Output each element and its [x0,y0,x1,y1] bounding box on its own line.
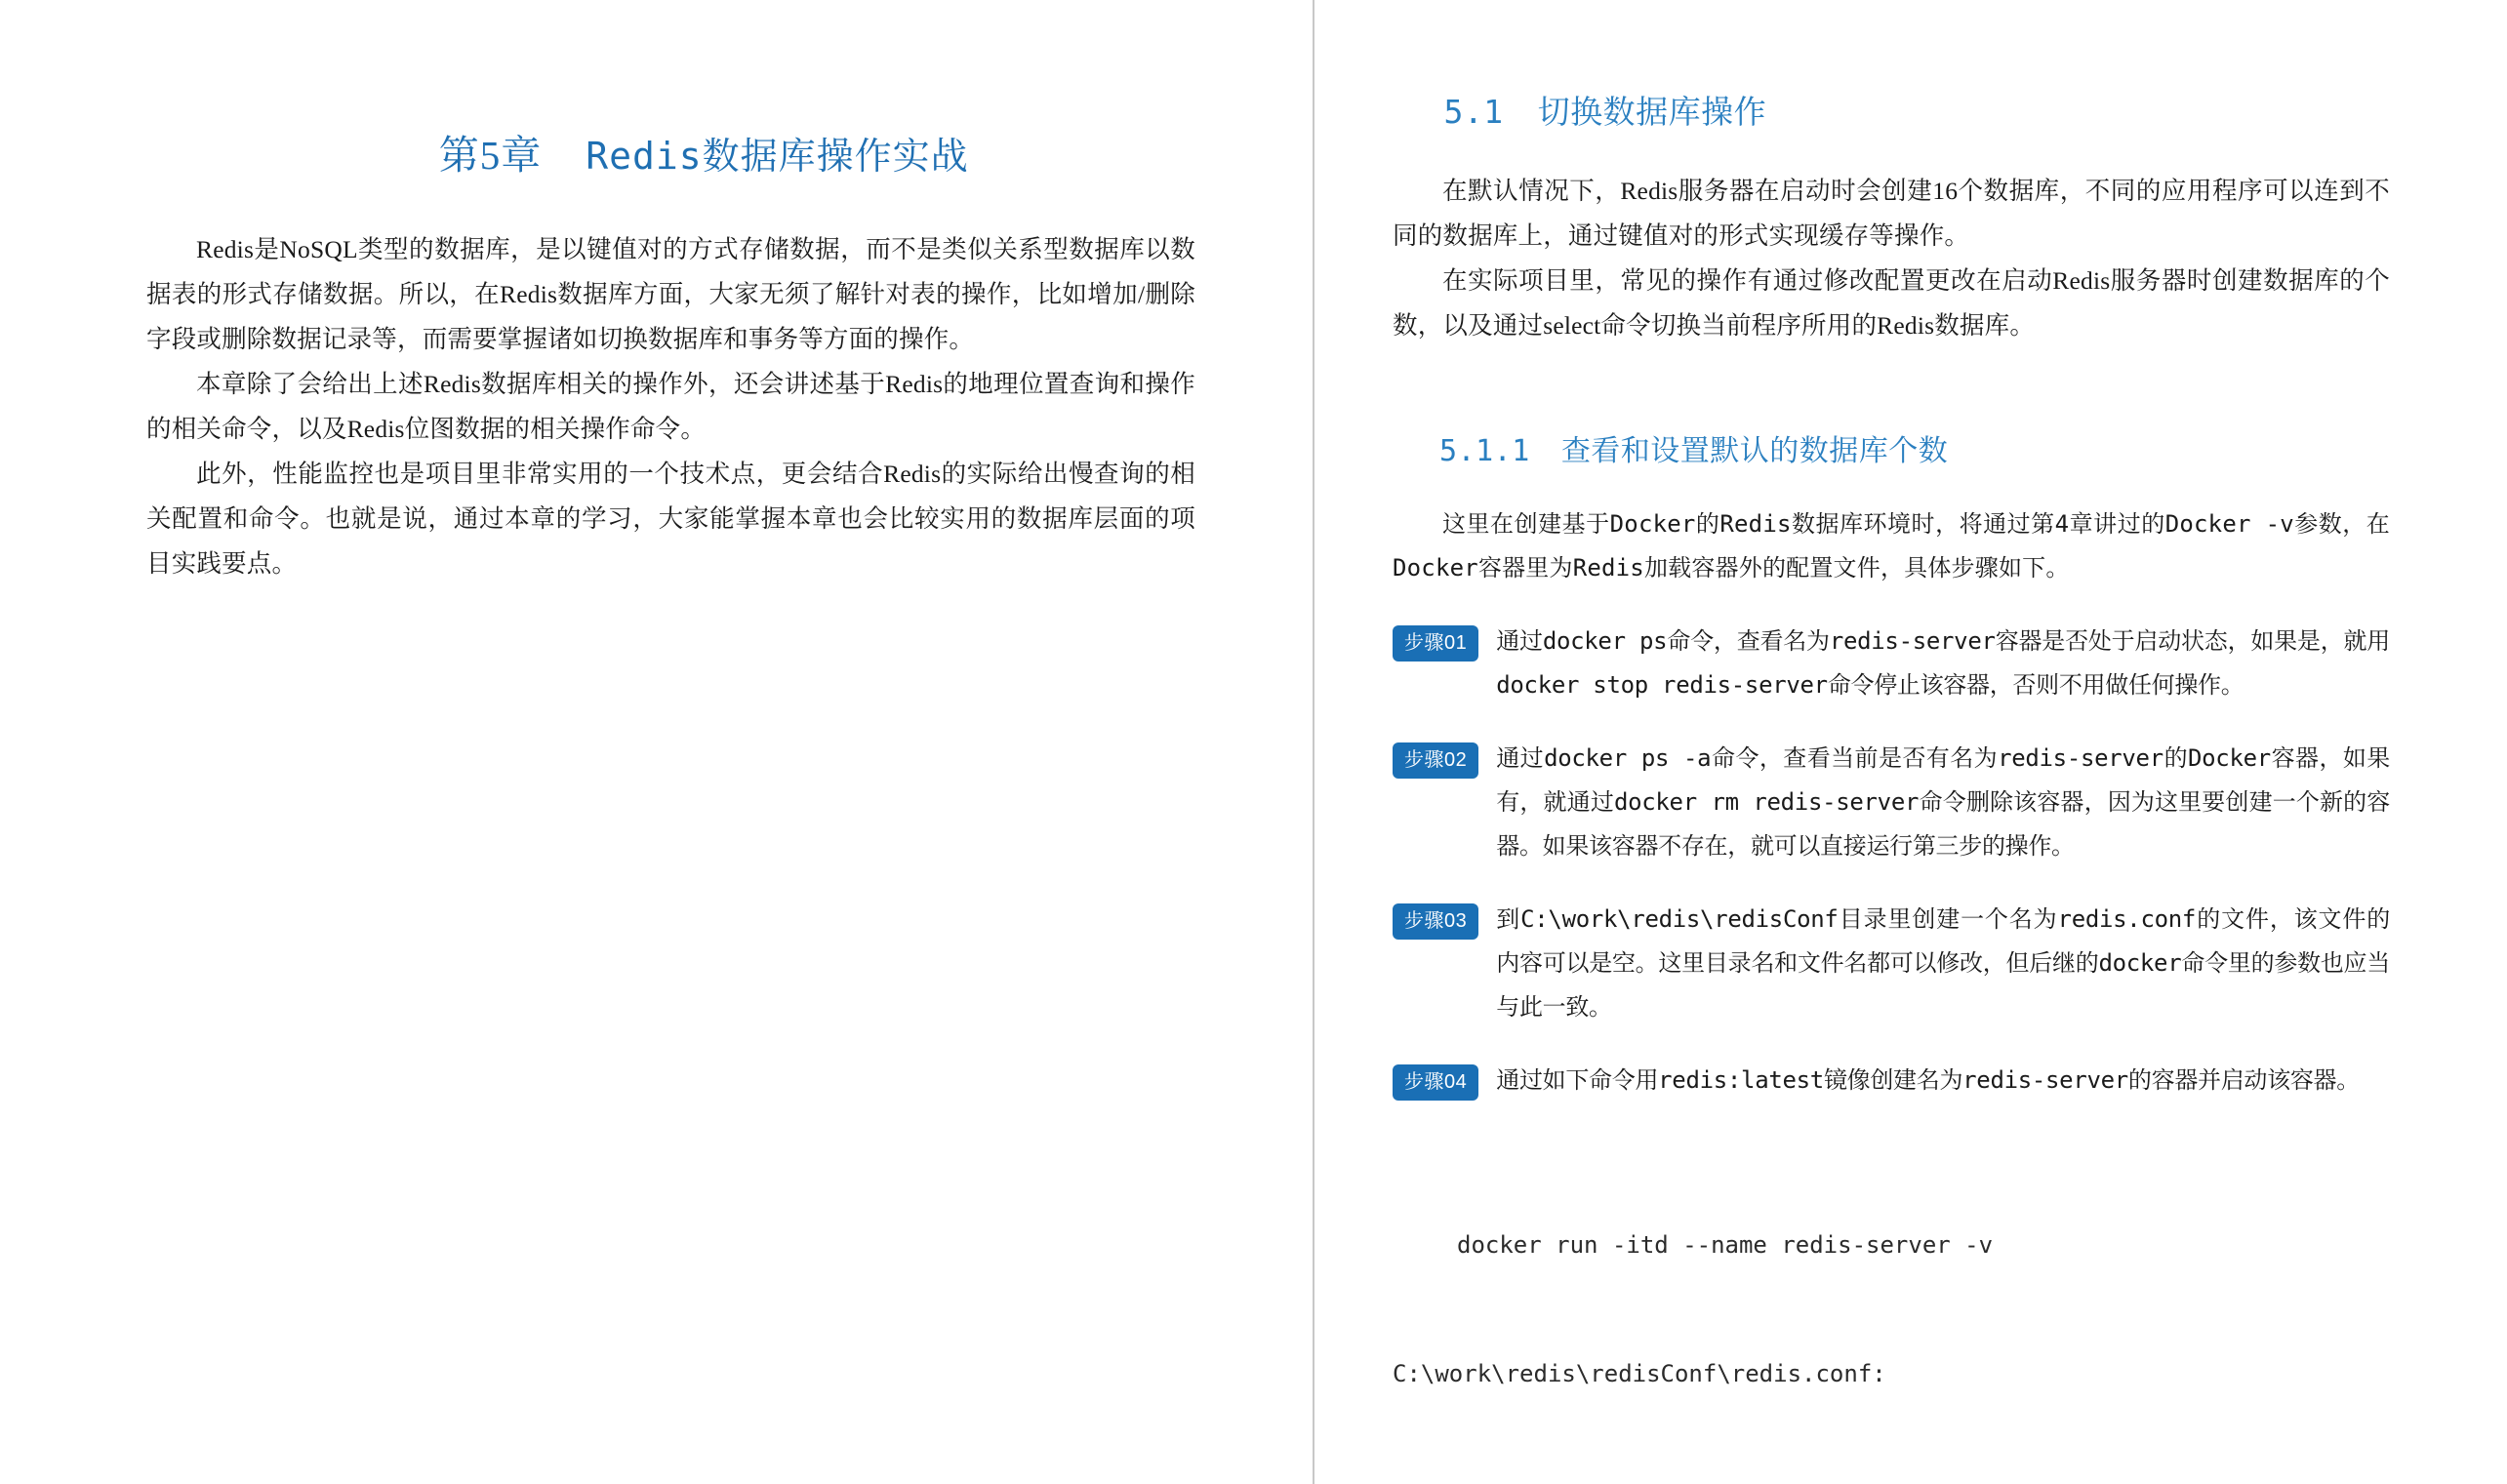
left-paragraph-2: 本章除了会给出上述Redis数据库相关的操作外，还会讲述基于Redis的地理位置查询和操作的相关命令，以及Redis位图数据的相关操作命令。 [146,370,1195,443]
step-item [1393,898,2390,1029]
section-title: 切换数据库操作 [1537,96,1767,131]
subsection-number: 5.1.1 [1439,434,1530,468]
step-badge: 步骤04 [1393,1064,1478,1101]
code-block [1393,1138,2390,1481]
left-paragraph-1: Redis是NoSQL类型的数据库，是以键值对的方式存储数据，而不是类似关系型数据库以数据表的形式存储数据。所以，在Redis数据库方面，大家无须了解针对表的操作，比如增加/删除字段或删除数据记录等，而需要掌握诸如切换数据库和事务等方面的操作。 [146,235,1195,353]
left-paragraph-3: 此外，性能监控也是项目里非常实用的一个技术点，更会结合Redis的实际给出慢查询的相关配置和命令。也就是说，通过本章的学习，大家能掌握本章也会比较实用的数据库层面的项目实践要点。 [146,460,1195,578]
code-line: C:\work\redis\redisConf\redis.conf: [1393,1360,1886,1387]
chapter-title [146,76,1195,227]
step-item [1393,1059,2390,1103]
step-item [1393,620,2390,707]
step-text: 通过如下命令用redis:latest镜像创建名为redis-server的容器并启动该容器。 [1496,1066,2360,1094]
step-text: 到C:\work\redis\redisConf目录里创建一个名为redis.conf的文件，该文件的内容可以是空。这里目录名和文件名都可以修改，但后继的docker命令里的参数也应当与此一致。 [1496,905,2390,1021]
subsection-heading [1393,393,2390,502]
step-badge: 步骤01 [1393,625,1478,662]
step-text: 通过docker ps命令，查看名为redis-server容器是否处于启动状态，如果是，就用docker stop redis-server命令停止该容器，否则不用做任何操作。 [1496,627,2390,699]
right-page [1314,0,2507,1484]
step-badge: 步骤02 [1393,742,1478,779]
subsection-paragraph: 这里在创建基于Docker的Redis数据库环境时，将通过第4章讲过的Docker -v参数，在Docker容器里为Redis加载容器外的配置文件，具体步骤如下。 [1393,510,2390,582]
step-text: 通过docker ps -a命令，查看当前是否有名为redis-server的Docker容器，如果有，就通过docker rm redis-server命令删除该容器，因为这里要创建一个新的容器。如果该容器不存在，就可以直接运行第三步的操作。 [1496,744,2390,860]
section-paragraph-1: 在默认情况下，Redis服务器在启动时会创建16个数据库，不同的应用程序可以连到不同的数据库上，通过键值对的形式实现缓存等操作。 [1393,177,2390,250]
chapter-name: Redis数据库操作实战 [586,135,969,178]
step-badge: 步骤03 [1393,903,1478,940]
section-number: 5.1 [1443,93,1504,131]
step-item [1393,737,2390,868]
section-heading [1393,51,2390,169]
subsection-title: 查看和设置默认的数据库个数 [1560,435,1949,467]
section-paragraph-2: 在实际项目里，常见的操作有通过修改配置更改在启动Redis服务器时创建数据库的个数，以及通过select命令切换当前程序所用的Redis数据库。 [1393,266,2390,340]
chapter-number: 第5章 [438,133,543,178]
code-line: docker run -itd --name redis-server -v [1457,1231,1994,1259]
